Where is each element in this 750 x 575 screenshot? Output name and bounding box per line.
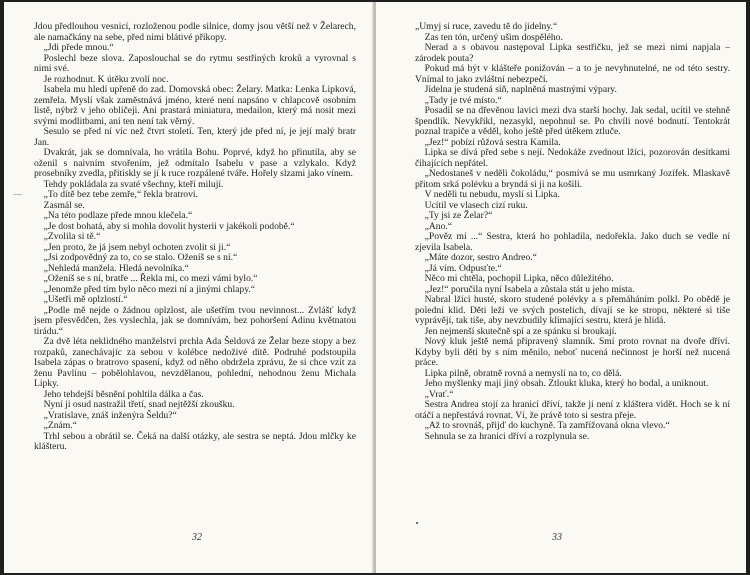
paragraph: Posadil se na dřevěnou lavici mezi dva starší hochy. Jak sedal, ucítil ve stehně špendlík. Nevykřikl, nezasykl, nepohnul se. Po chvíli nové bodnutí. Tentokrát poznal trapiče a věděl, koho ještě před útěkem ztluče. xyxy=(415,105,730,137)
ink-speck xyxy=(416,522,418,524)
paragraph: „Ty jsi ze Želar?“ xyxy=(424,210,493,221)
paragraph: Jeho tehdejší běsnění pohltila dálka a čas. xyxy=(43,388,204,400)
paragraph: Nerad a s obavou następoval Lipka sestřičku, jež se mezi nimi napjala – zárodek pouta? xyxy=(415,42,730,64)
paragraph: „Na této podlaze přede mnou klečela.“ xyxy=(43,210,193,221)
paragraph: „Ušetři mě oplzlostí.“ xyxy=(43,294,128,305)
margin-mark xyxy=(13,194,22,195)
paragraph: Nabral lžíci husté, skoro studené polévky a s přemáháním polkl. Po obědě je polední klid. Děti leží ve svých postelích, dívají se ke stropu, některé si tiše vyprávějí, tak tiše, aby nevzbudily klimající sestru, která je hlídá. xyxy=(415,294,730,326)
paragraph: Trhl sebou a obrátil se. Čeká na další otázky, ale sestra se neptá. Jdou mlčky ke klášteru. xyxy=(34,430,356,452)
paragraph: Něco mi chtěla, pochopil Lipka, něco důležitého. xyxy=(424,273,614,284)
paragraph: „To dítě bez tebe zemře,“ řekla bratrovi. xyxy=(43,189,198,200)
paragraph: „Vratislave, znáš inženýra Šeldu?“ xyxy=(43,409,177,421)
paragraph: „Umyj si ruce, zavedu tě do jídelny.“ xyxy=(415,21,558,32)
paragraph: Jeho myšlenky mají jiný obsah. Ztloukt kluka, který ho bodal, a uniknout. xyxy=(424,378,709,389)
left-page xyxy=(4,2,374,573)
paragraph: Sestra Andrea stojí za hranicí dříví, takže jí není z kláštera vidět. Hoch se k ní otáčí a nepřestává rovnat. Ví, že právě toto si sestra přeje. xyxy=(415,399,730,421)
paragraph: „Jez!“ pobízí růžová sestra Kamila. xyxy=(424,136,561,148)
paragraph: „Vrať.“ xyxy=(424,388,454,400)
paragraph: Ucítil ve vlasech cizí ruku. xyxy=(424,199,528,211)
paragraph: „Jenomže před tím bylo něco mezi ní a jinými chlapy.“ xyxy=(43,283,256,295)
paragraph: Jdou předlouhou vesnicí, rozloženou podle silnice, domy jsou větší než v Želarech, ale namačkány na sebe, před nimi blátivé příkopy. xyxy=(34,21,356,43)
paragraph: „Jsi zodpovědný za to, co se stalo. Oženíš se s ní.“ xyxy=(43,252,238,263)
paragraph: Jen nejmenší skutečně spí a ze spánku si broukají. xyxy=(424,325,617,337)
paragraph: Jídelna je studená síň, naplněná mastnými výpary. xyxy=(424,84,617,95)
right-page-text xyxy=(415,22,730,442)
page-number-left: 32 xyxy=(192,532,202,543)
left-page-text xyxy=(34,22,356,453)
paragraph: „Podle mě nejde o žádnou oplzlost, ale ušetřím tvou nevinnost... Zvlášť když jsem přesvědčen, žes vyslechla, jak se domnívám, bez pohoršení Adinu květnatou tirádu.“ xyxy=(34,304,356,337)
book-spread xyxy=(4,2,746,573)
paragraph: Sehnula se za hranici dříví a rozplynula se. xyxy=(424,430,590,442)
page-number-right: 33 xyxy=(552,532,562,543)
paragraph: „Zvolila si tě.“ xyxy=(43,231,101,242)
paragraph: Pokud má být v klášteře ponižován – a to je nevyhnutelné, ne od této sestry. Vnímal to jako zvláštní nebezpečí. xyxy=(415,63,730,85)
paragraph: „Jen proto, že já jsem nebyl ochoten zvolit si ji.“ xyxy=(43,241,231,253)
paragraph: „Ano.“ xyxy=(424,220,453,232)
paragraph: „Tady je tvé místo.“ xyxy=(424,94,502,106)
paragraph: Poslechl beze slova. Zaposlouchal se do rytmu sestřiných kroků a vyrovnal s nimi své. xyxy=(34,52,356,74)
paragraph: „Jez!“ poručila nyní Isabela a zůstala stát u jeho místa. xyxy=(424,283,635,295)
paragraph: Je rozhodnut. K útěku zvolí noc. xyxy=(43,73,169,85)
paragraph: „Nehledá manžela. Hledá nevolníka.“ xyxy=(43,262,189,274)
paragraph: „Já vím. Odpusťte.“ xyxy=(424,262,502,274)
paragraph: Tehdy pokládala za svaté všechny, kteří milují. xyxy=(43,178,224,190)
paragraph: Lipka pilně, obratně rovná a nemyslí na to, co dělá. xyxy=(424,367,622,379)
paragraph: Nyní ji osud nastražil třetí, snad nejtěžší zkoušku. xyxy=(43,399,235,410)
paragraph: Isabela mu hledí upřeně do zad. Domovská obec: Želary. Matka: Lenka Lipková, zemřela. Myslí však zaměstnává jméno, které není napsáno v chlapcově osobním listě, nýbrž v jeho obličeji. Ani prastará miniatura, medailon, který má nosit mezi svými modlitbami, ani ten není tak věrný. xyxy=(34,84,356,127)
paragraph: Lipka se dívá před sebe s nejí. Nedokáže zvednout lžíci, pozorován desítkami čihajících nepřátel. xyxy=(415,147,730,169)
paragraph: „Pověz mi ...“ Sestra, která ho pohladila, nedořekla. Jako duch se vedle ní zjevila Isabela. xyxy=(415,231,730,253)
paragraph: Zas ten tón, určený ušim dospělého. xyxy=(424,31,563,43)
paragraph: „Znám.“ xyxy=(43,420,77,431)
paragraph: Nový kluk ještě nemá připravený slamník. Smí proto rovnat na dvoře dříví. Kdyby byli děti by s ním měnilo, neboť nucená nečinnost je horší než nucená práce. xyxy=(415,336,730,368)
paragraph: Zasmál se. xyxy=(43,199,85,211)
paragraph: Dvakrát, jak se domnívala, ho vrátila Bohu. Poprvé, když ho přinutila, aby se oženil s naivním stvořením, jež odmítalo Isabelu v pase a vzlykalo. Když prosebníky zvedla, přitiskly se jí k ruce rozpálené tváře. Hořely slzami jako vínem. xyxy=(34,147,356,179)
paragraph: Sesulo se před ní víc než čtvrt století. Ten, který jde před ní, je její malý bratr Jan. xyxy=(34,126,356,148)
paragraph: „Je dost bohatá, aby si mohla dovolit hysterii v jakékoli podobě.“ xyxy=(43,220,295,232)
right-page xyxy=(376,2,746,573)
paragraph: „Nedostaneš v neděli čokoládu,“ posmívá se mu usmrkaný Jozífek. Mlaskavě přitom srká polévku a bryndá si ji na košili. xyxy=(415,168,730,190)
paragraph: „Jdi přede mnou.“ xyxy=(43,42,114,53)
paragraph: „Až to srovnáš, přijď do kuchyně. Ta zamřížovaná okna vlevo.“ xyxy=(424,420,670,431)
paragraph: Za dvě léta neklidného manželství prchla Ada Šeldová ze Želar beze stopy a bez rozpaků, zanechávajíc za sebou v kolébce nedoživé dítě. Podruhé podstoupila Isabela zápas o bratrovo spasení, když od něho obdržela zprávu, že si chce vzít za ženu Pavlínu – pobělohlavou, nevzdělanou, pohlední, nehodnou ženu Michala Lipky. xyxy=(34,336,356,389)
paragraph: „Oženíš se s ní, bratře ... Řekla mi, co mezi vámi bylo.“ xyxy=(43,273,258,284)
paragraph: „Máte dozor, sestro Andreo.“ xyxy=(424,252,537,263)
paragraph: V neděli tu nebudu, myslí si Lipka. xyxy=(424,189,560,200)
